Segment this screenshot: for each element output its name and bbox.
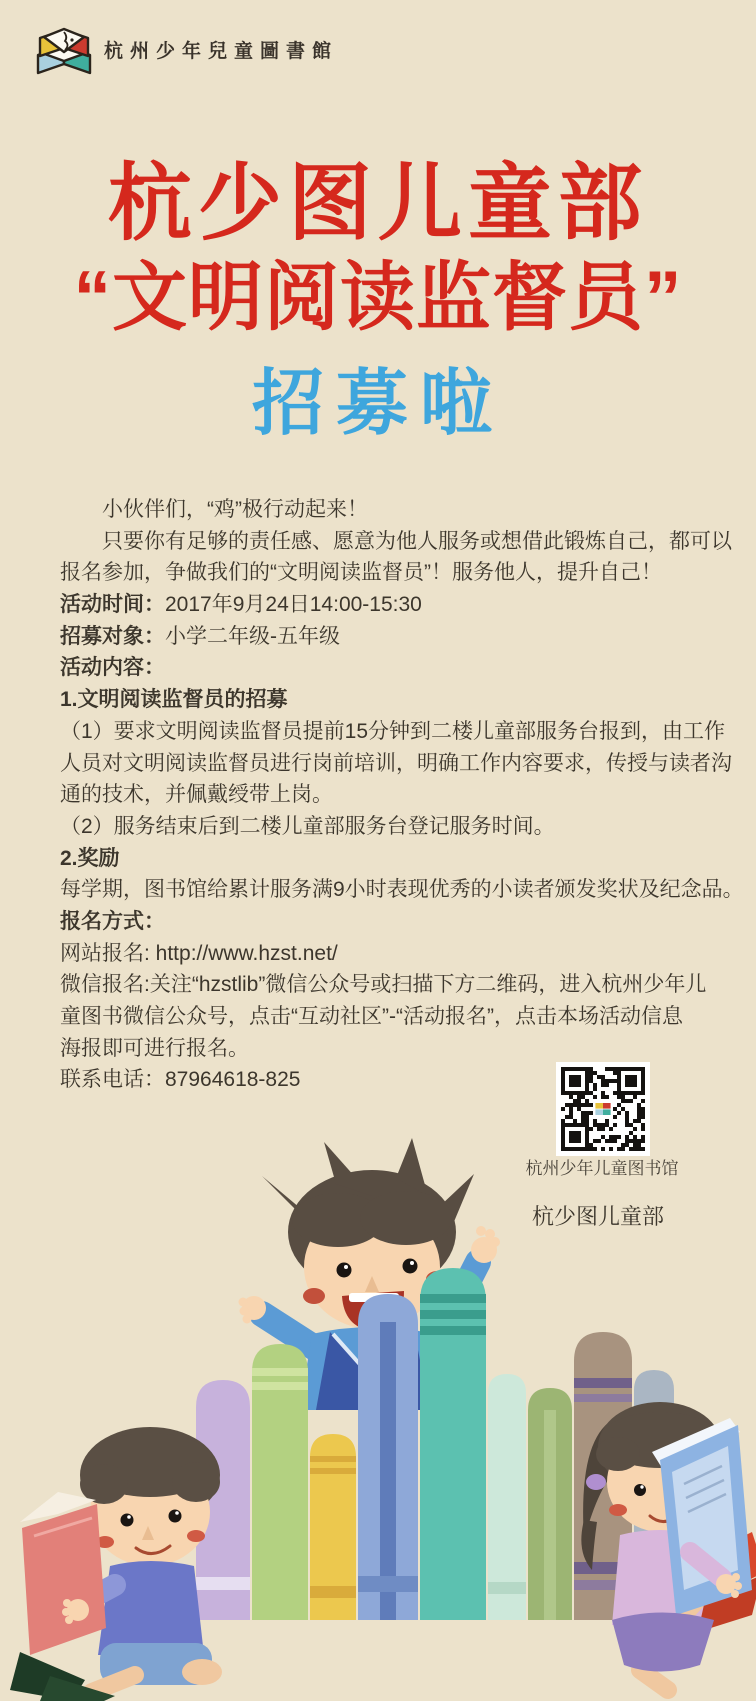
qr-caption: 杭州少年儿童图书馆: [525, 1159, 679, 1178]
body-text-segment: 海报即可进行报名。: [60, 1036, 249, 1060]
body-label: 招募对象：: [60, 624, 165, 648]
body-label: 活动时间：: [60, 593, 165, 617]
body-line: [60, 684, 708, 716]
poster-title-line2: “文明阅读监督员”: [73, 255, 683, 339]
body-line: [60, 557, 708, 589]
body-text-segment: （2）服务结束后到二楼儿童部服务台登记服务时间。: [60, 814, 555, 838]
body-text-segment: 2017年9月24日14:00-15:30: [165, 593, 422, 617]
body-line: [60, 621, 708, 653]
body-line: [60, 589, 708, 621]
body-text-segment: 只要你有足够的责任感、愿意为他人服务或想借此锻炼自己，都可以: [102, 529, 732, 553]
left-boy: [10, 1427, 222, 1701]
body-line: [60, 938, 708, 970]
library-name: 杭州少年兒童圖書館: [104, 41, 339, 62]
poster-title-line1: 杭少图儿童部: [107, 156, 648, 250]
poster-title: [0, 156, 756, 447]
body-text-segment: 小学二年级-五年级: [165, 624, 340, 648]
body-text-segment: 通的技术，并佩戴绶带上岗。: [60, 783, 333, 807]
body-line: [60, 779, 708, 811]
body-line: [60, 1001, 708, 1033]
body-line: [60, 843, 708, 875]
body-text-segment: 每学期，图书馆给累计服务满9小时表现优秀的小读者颁发奖状及纪念品。: [60, 878, 744, 902]
body-line: [60, 874, 744, 906]
library-logo-icon: [30, 22, 98, 78]
body-text-segment: 网站报名: http://www.hzst.net/: [60, 941, 338, 965]
body-text-segment: （1）要求文明阅读监督员提前15分钟到二楼儿童部服务台报到，由工作: [60, 719, 726, 743]
body-line: [60, 526, 732, 558]
body-text-segment: 童图书微信公众号，点击“互动社区”-“活动报名”，点击本场活动信息: [60, 1005, 683, 1028]
body-line: [60, 716, 726, 748]
poster-body: [60, 494, 744, 1096]
body-text-segment: 联系电话：87964618-825: [60, 1068, 301, 1092]
body-text-segment: 人员对文明阅读监督员进行岗前培训，明确工作内容要求，传授与读者沟: [60, 751, 732, 775]
body-text-segment: 小伙伴们，“鸡”极行动起来！: [102, 498, 368, 521]
body-line: [60, 748, 732, 780]
body-line: [60, 906, 708, 938]
body-label: 报名方式：: [60, 909, 165, 933]
body-line: [60, 811, 708, 843]
body-label: 活动内容：: [60, 656, 165, 680]
body-label: 2.奖励: [60, 846, 120, 870]
body-line: [60, 494, 708, 526]
body-line: [60, 652, 708, 684]
body-text-segment: 微信报名:关注“hzstlib”微信公众号或扫描下方二维码，进入杭州少年儿: [60, 973, 707, 997]
body-label: 1.文明阅读监督员的招募: [60, 688, 288, 712]
body-text-segment: 报名参加，争做我们的“文明阅读监督员”！服务他人，提升自己！: [60, 561, 662, 585]
children-reading-illustration: [0, 1080, 756, 1701]
body-line: [60, 969, 708, 1001]
department-signature: 杭少图儿童部: [531, 1204, 664, 1229]
body-line: [60, 1033, 708, 1065]
poster-title-line3: 招募啦: [251, 364, 504, 444]
